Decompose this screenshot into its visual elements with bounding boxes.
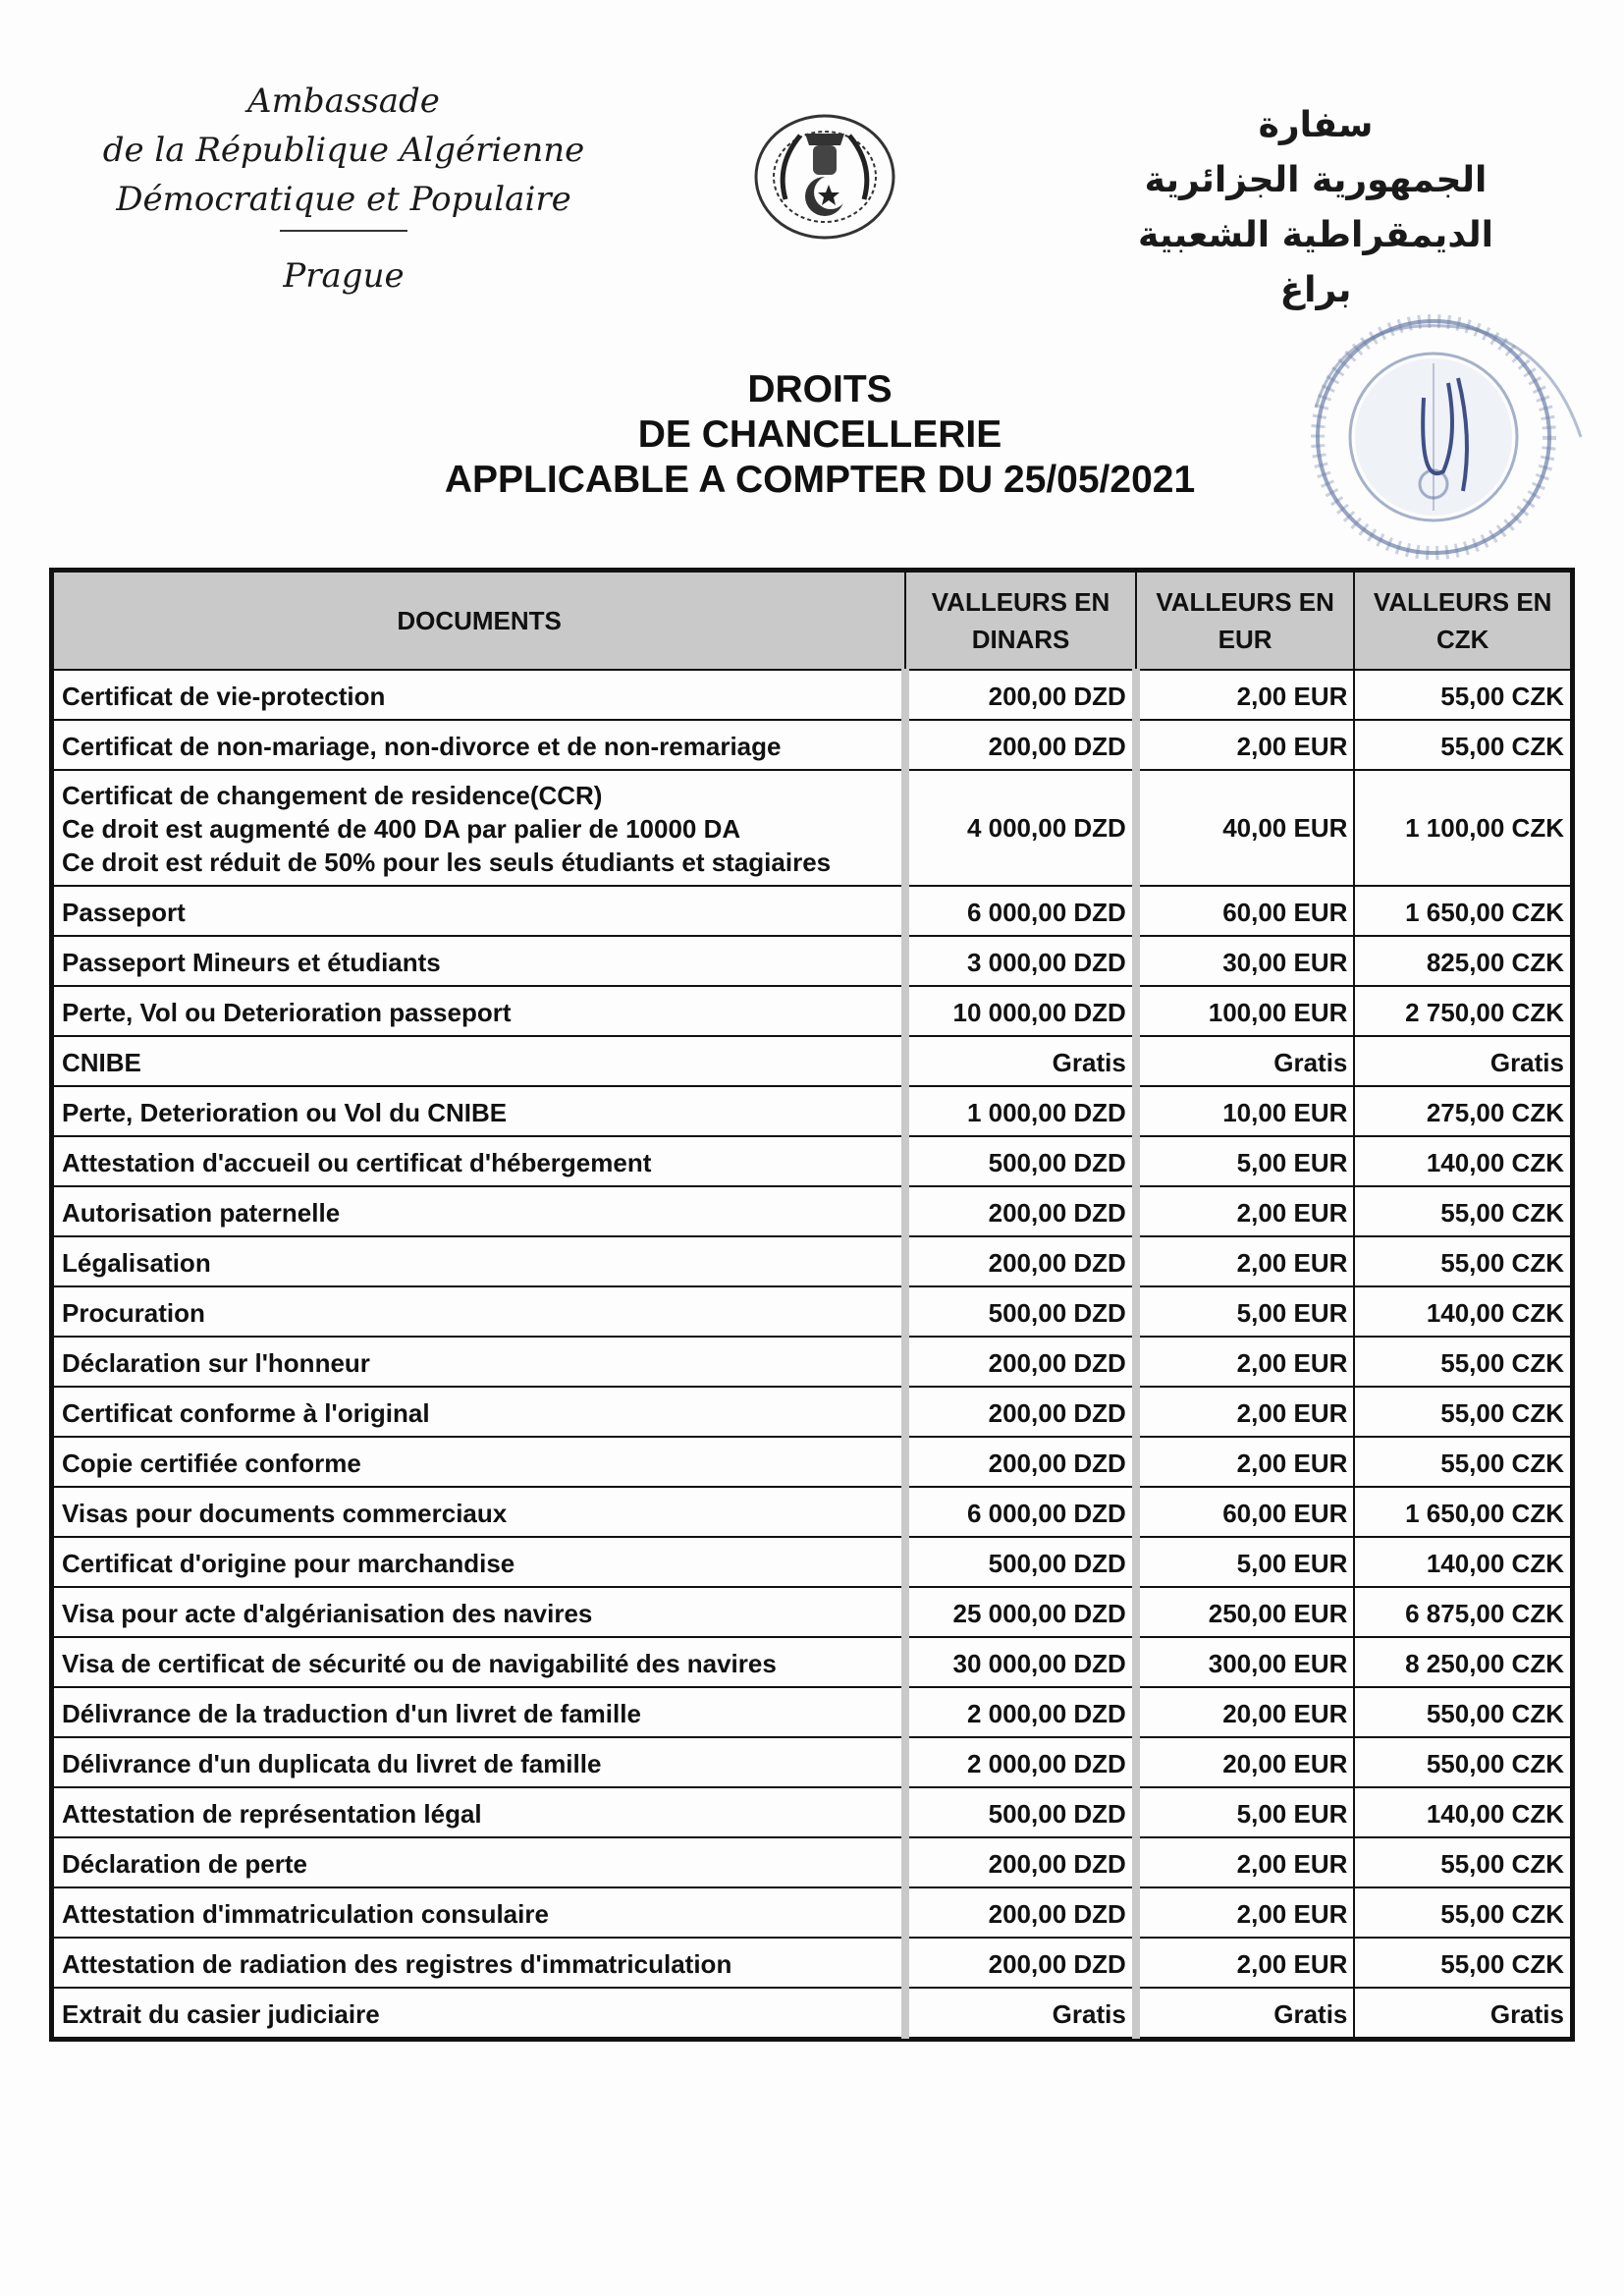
row-dzd: 25 000,00 DZD	[905, 1587, 1136, 1637]
row-czk: 2 750,00 CZK	[1354, 986, 1571, 1036]
title-line-3: APPLICABLE A COMPTER DU 25/05/2021	[444, 459, 1196, 501]
row-document-line: Certificat de changement de residence(CCR)	[62, 781, 603, 810]
row-czk: 140,00 CZK	[1354, 1136, 1571, 1186]
letterhead-ar-line-2: الجمهورية الجزائرية الديمقراطية الشعبية	[1138, 160, 1493, 255]
table-row	[53, 1887, 1571, 1938]
row-czk: 140,00 CZK	[1354, 1787, 1571, 1837]
table-row	[53, 1837, 1571, 1887]
fees-table	[49, 568, 1575, 2042]
table-row	[53, 936, 1571, 986]
table-row	[53, 1737, 1571, 1787]
row-document: Extrait du casier judiciaire	[53, 1988, 905, 2038]
table-row	[53, 986, 1571, 1036]
row-document: Perte, Deterioration ou Vol du CNIBE	[53, 1086, 905, 1136]
row-czk: 825,00 CZK	[1354, 936, 1571, 986]
row-document: Visa pour acte d'algérianisation des navires	[53, 1587, 905, 1637]
row-dzd: 200,00 DZD	[905, 1186, 1136, 1236]
row-dzd: 200,00 DZD	[905, 1337, 1136, 1387]
table-row	[53, 1487, 1571, 1537]
table-row	[53, 1286, 1571, 1337]
row-document: Certificat d'origine pour marchandise	[53, 1537, 905, 1587]
header-czk: VALLEURS EN CZK	[1354, 572, 1571, 670]
row-eur: 5,00 EUR	[1136, 1537, 1355, 1587]
row-document: Déclaration de perte	[53, 1837, 905, 1887]
row-eur: 10,00 EUR	[1136, 1086, 1355, 1136]
row-czk: 55,00 CZK	[1354, 1938, 1571, 1988]
row-eur: 60,00 EUR	[1136, 1487, 1355, 1537]
row-eur: 2,00 EUR	[1136, 1837, 1355, 1887]
table-header-row	[53, 572, 1571, 670]
row-dzd: 500,00 DZD	[905, 1136, 1136, 1186]
embassy-letterhead-fr	[69, 77, 619, 301]
row-document: Perte, Vol ou Deterioration passeport	[53, 986, 905, 1036]
table-row	[53, 1036, 1571, 1086]
table-row	[53, 1537, 1571, 1587]
row-dzd: 6 000,00 DZD	[905, 1487, 1136, 1537]
row-eur: 2,00 EUR	[1136, 670, 1355, 720]
row-eur: Gratis	[1136, 1036, 1355, 1086]
row-eur: 250,00 EUR	[1136, 1587, 1355, 1637]
table-row	[53, 720, 1571, 770]
row-czk: 140,00 CZK	[1354, 1537, 1571, 1587]
row-eur: 5,00 EUR	[1136, 1136, 1355, 1186]
row-dzd: 1 000,00 DZD	[905, 1086, 1136, 1136]
row-document: Attestation de radiation des registres d'immatriculation	[53, 1938, 905, 1988]
row-document: Certificat de vie-protection	[53, 670, 905, 720]
table-row	[53, 670, 1571, 720]
row-eur: 2,00 EUR	[1136, 1938, 1355, 1988]
row-czk: 55,00 CZK	[1354, 1387, 1571, 1437]
embassy-letterhead-ar	[1060, 98, 1571, 318]
table-row	[53, 1587, 1571, 1637]
official-stamp-icon	[1286, 290, 1591, 574]
title-line-2: DE CHANCELLERIE	[637, 413, 1002, 456]
table-row	[53, 1637, 1571, 1687]
row-dzd: 500,00 DZD	[905, 1286, 1136, 1337]
row-document-note: Ce droit est augmenté de 400 DA par palier de 10000 DA	[62, 814, 741, 844]
row-dzd: 200,00 DZD	[905, 1387, 1136, 1437]
row-eur: 2,00 EUR	[1136, 1387, 1355, 1437]
row-document: Attestation d'immatriculation consulaire	[53, 1887, 905, 1938]
table-row	[53, 1086, 1571, 1136]
row-eur: 2,00 EUR	[1136, 1337, 1355, 1387]
row-document: Déclaration sur l'honneur	[53, 1337, 905, 1387]
row-document: Délivrance de la traduction d'un livret de famille	[53, 1687, 905, 1737]
row-czk: 55,00 CZK	[1354, 1186, 1571, 1236]
row-czk: 275,00 CZK	[1354, 1086, 1571, 1136]
row-document	[53, 770, 905, 886]
row-czk: Gratis	[1354, 1036, 1571, 1086]
row-czk: 55,00 CZK	[1354, 1236, 1571, 1286]
table-row	[53, 1236, 1571, 1286]
row-dzd: 2 000,00 DZD	[905, 1687, 1136, 1737]
row-dzd: 30 000,00 DZD	[905, 1637, 1136, 1687]
table-row	[53, 1988, 1571, 2038]
row-eur: 2,00 EUR	[1136, 720, 1355, 770]
row-eur: 40,00 EUR	[1136, 770, 1355, 886]
row-document: CNIBE	[53, 1036, 905, 1086]
row-document: Attestation d'accueil ou certificat d'hébergement	[53, 1136, 905, 1186]
row-eur: 20,00 EUR	[1136, 1737, 1355, 1787]
row-eur: 2,00 EUR	[1136, 1186, 1355, 1236]
row-document: Copie certifiée conforme	[53, 1437, 905, 1487]
letterhead-line-1: Ambassade	[247, 82, 440, 121]
row-eur: 5,00 EUR	[1136, 1286, 1355, 1337]
row-document: Délivrance d'un duplicata du livret de famille	[53, 1737, 905, 1787]
row-dzd: 200,00 DZD	[905, 1236, 1136, 1286]
row-czk: 55,00 CZK	[1354, 1337, 1571, 1387]
row-dzd: 3 000,00 DZD	[905, 936, 1136, 986]
row-dzd: 500,00 DZD	[905, 1787, 1136, 1837]
row-document: Passeport	[53, 886, 905, 936]
row-czk: 55,00 CZK	[1354, 1437, 1571, 1487]
table-row	[53, 1387, 1571, 1437]
letterhead-ar-city: براغ	[1279, 270, 1352, 310]
letterhead-rule	[280, 230, 407, 232]
header-eur: VALLEURS EN EUR	[1136, 572, 1355, 670]
row-dzd: Gratis	[905, 1036, 1136, 1086]
row-eur: 2,00 EUR	[1136, 1236, 1355, 1286]
row-eur: 30,00 EUR	[1136, 936, 1355, 986]
letterhead-city: Prague	[283, 256, 405, 296]
header-dinars: VALLEURS EN DINARS	[905, 572, 1136, 670]
letterhead-line-2: de la République Algérienne	[102, 131, 585, 170]
document-title	[334, 367, 1306, 503]
table-row	[53, 1337, 1571, 1387]
row-czk: 550,00 CZK	[1354, 1687, 1571, 1737]
row-czk: 8 250,00 CZK	[1354, 1637, 1571, 1687]
row-dzd: 200,00 DZD	[905, 1887, 1136, 1938]
row-czk: 1 100,00 CZK	[1354, 770, 1571, 886]
row-eur: 2,00 EUR	[1136, 1887, 1355, 1938]
row-dzd: 500,00 DZD	[905, 1537, 1136, 1587]
row-eur: 100,00 EUR	[1136, 986, 1355, 1036]
row-document: Visas pour documents commerciaux	[53, 1487, 905, 1537]
table-row	[53, 1938, 1571, 1988]
row-document: Passeport Mineurs et étudiants	[53, 936, 905, 986]
row-czk: 55,00 CZK	[1354, 1887, 1571, 1938]
row-dzd: Gratis	[905, 1988, 1136, 2038]
table-row	[53, 770, 1571, 886]
row-document: Légalisation	[53, 1236, 905, 1286]
row-czk: 1 650,00 CZK	[1354, 1487, 1571, 1537]
row-dzd: 4 000,00 DZD	[905, 770, 1136, 886]
row-eur: 2,00 EUR	[1136, 1437, 1355, 1487]
row-czk: 55,00 CZK	[1354, 720, 1571, 770]
header-documents: DOCUMENTS	[53, 572, 905, 670]
row-dzd: 2 000,00 DZD	[905, 1737, 1136, 1787]
row-czk: Gratis	[1354, 1988, 1571, 2038]
row-eur: Gratis	[1136, 1988, 1355, 2038]
row-document: Visa de certificat de sécurité ou de navigabilité des navires	[53, 1637, 905, 1687]
table-row	[53, 886, 1571, 936]
row-czk: 140,00 CZK	[1354, 1286, 1571, 1337]
table-row	[53, 1687, 1571, 1737]
title-line-1: DROITS	[747, 368, 893, 410]
row-dzd: 200,00 DZD	[905, 1938, 1136, 1988]
row-document: Autorisation paternelle	[53, 1186, 905, 1236]
row-eur: 60,00 EUR	[1136, 886, 1355, 936]
row-document: Attestation de représentation légal	[53, 1787, 905, 1837]
row-document-note: Ce droit est réduit de 50% pour les seuls étudiants et stagiaires	[62, 847, 832, 877]
table-row	[53, 1186, 1571, 1236]
row-dzd: 200,00 DZD	[905, 1437, 1136, 1487]
row-document: Certificat de non-mariage, non-divorce et de non-remariage	[53, 720, 905, 770]
algeria-emblem-icon	[746, 106, 903, 244]
row-document: Procuration	[53, 1286, 905, 1337]
table-row	[53, 1136, 1571, 1186]
row-czk: 55,00 CZK	[1354, 1837, 1571, 1887]
table-row	[53, 1787, 1571, 1837]
table-row	[53, 1437, 1571, 1487]
row-czk: 55,00 CZK	[1354, 670, 1571, 720]
row-czk: 550,00 CZK	[1354, 1737, 1571, 1787]
row-dzd: 10 000,00 DZD	[905, 986, 1136, 1036]
row-eur: 5,00 EUR	[1136, 1787, 1355, 1837]
row-eur: 20,00 EUR	[1136, 1687, 1355, 1737]
row-document: Certificat conforme à l'original	[53, 1387, 905, 1437]
row-dzd: 6 000,00 DZD	[905, 886, 1136, 936]
letterhead-ar-line-1: سفارة	[1258, 105, 1374, 145]
row-czk: 6 875,00 CZK	[1354, 1587, 1571, 1637]
row-dzd: 200,00 DZD	[905, 1837, 1136, 1887]
letterhead-line-3: Démocratique et Populaire	[116, 180, 571, 219]
row-czk: 1 650,00 CZK	[1354, 886, 1571, 936]
row-dzd: 200,00 DZD	[905, 720, 1136, 770]
row-eur: 300,00 EUR	[1136, 1637, 1355, 1687]
row-dzd: 200,00 DZD	[905, 670, 1136, 720]
